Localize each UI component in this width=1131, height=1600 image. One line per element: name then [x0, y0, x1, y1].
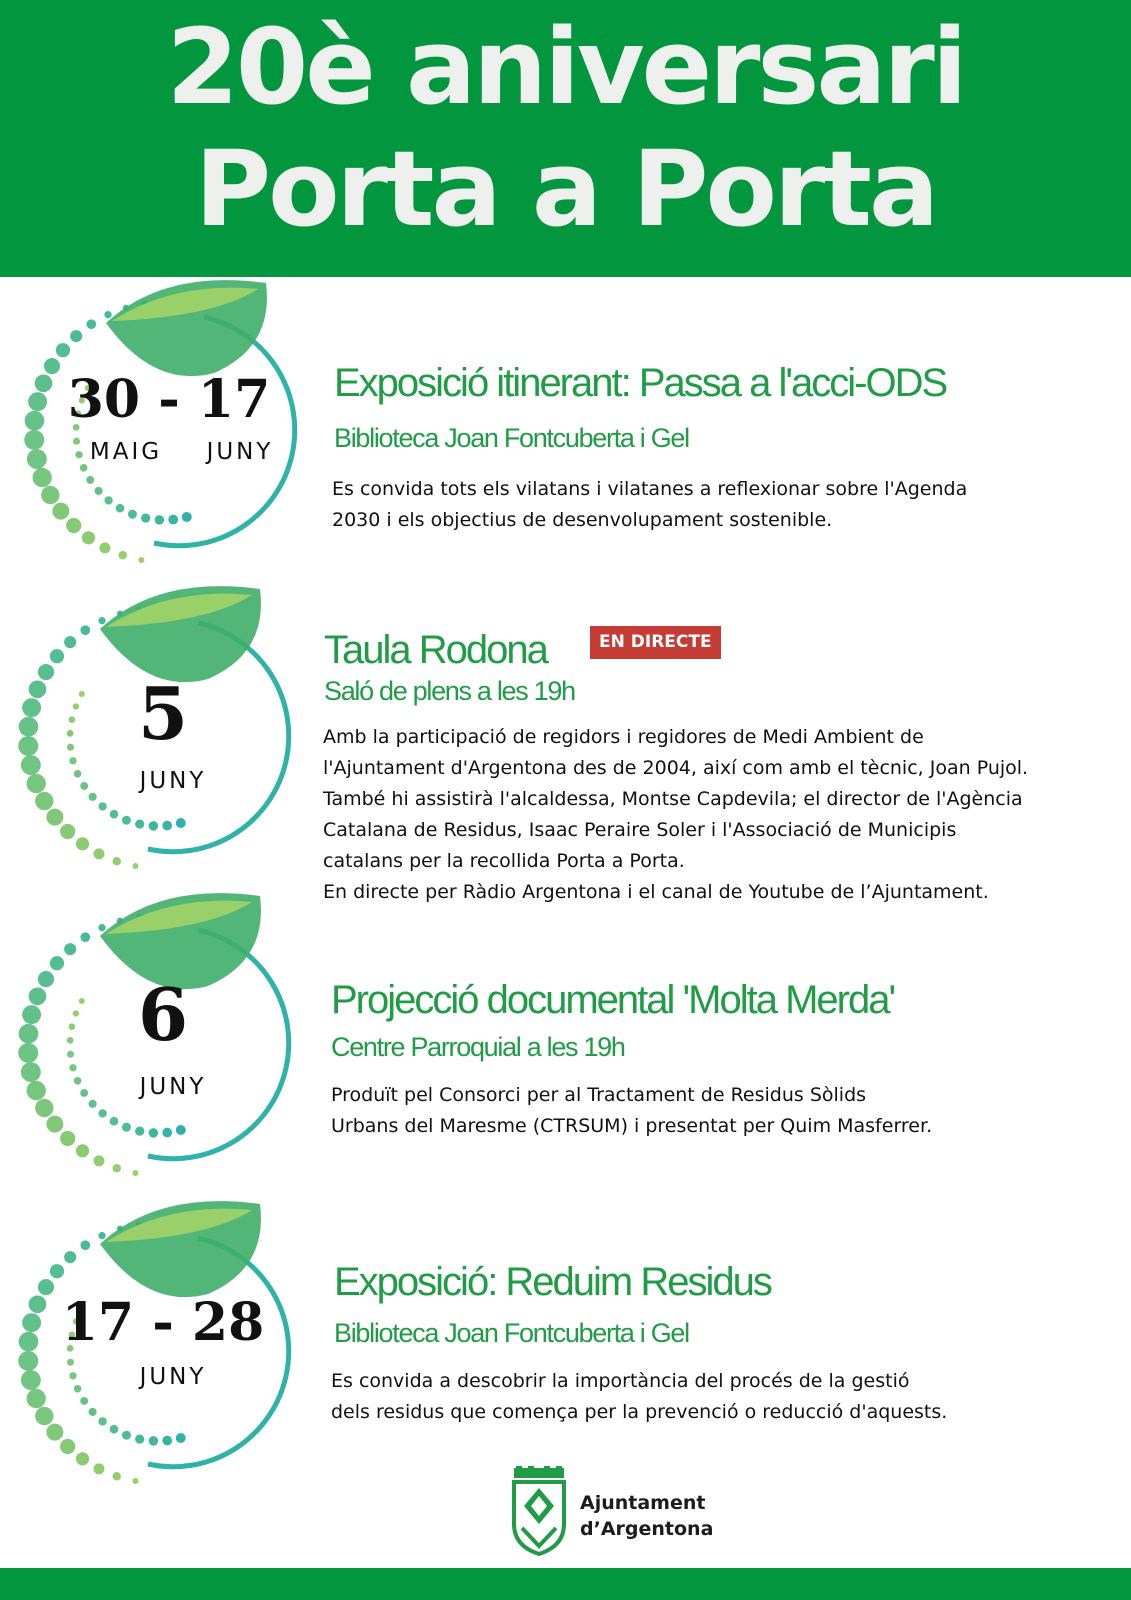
- event-date: 17 - 28: [61, 1292, 265, 1353]
- ring-dot: [74, 1385, 82, 1393]
- event-date: 5: [137, 671, 189, 756]
- ring-dot: [98, 1232, 105, 1239]
- ring-dot: [35, 374, 53, 392]
- ring-dot: [168, 515, 178, 525]
- ring-dot: [64, 943, 76, 955]
- event-date: 30 - 17: [67, 369, 271, 430]
- ring-dot: [113, 1164, 121, 1172]
- ring-dot: [64, 1251, 76, 1263]
- ring-dot: [80, 1089, 88, 1097]
- ring-dot: [50, 956, 64, 970]
- ring-dot: [76, 1452, 89, 1465]
- event-month: JUNY: [139, 1364, 207, 1390]
- event-title: Exposició itinerant: Passa a l'acci-ODS: [334, 361, 947, 405]
- ring-dot: [128, 510, 137, 519]
- ring-dot: [104, 496, 112, 504]
- date-badge: [8, 890, 308, 1190]
- event-description: Produït pel Consorci per al Tractament de Residus Sòlids Urbans del Maresme (CTRSUM) i presentat per Quim Masferrer.: [331, 1084, 933, 1137]
- ring-dot: [24, 430, 44, 450]
- ring-dot: [22, 698, 41, 717]
- ring-dot: [46, 809, 63, 826]
- ring-dot: [182, 512, 192, 522]
- event-item: [0, 890, 1131, 1190]
- ring-dot: [110, 810, 119, 819]
- ring-dot: [95, 487, 103, 495]
- event-location: Saló de plens a les 19h: [324, 676, 575, 706]
- ring-dot: [149, 1436, 158, 1445]
- ring-dot: [89, 793, 97, 801]
- ring-dot: [35, 792, 53, 810]
- event-item: [0, 277, 1131, 577]
- ring-dot: [98, 802, 106, 810]
- ring-dot: [33, 468, 52, 487]
- ring-dot: [66, 518, 81, 533]
- ring-dot: [162, 1128, 172, 1138]
- ring-dot: [176, 818, 186, 828]
- ring-dot: [29, 680, 47, 698]
- ring-dot: [135, 1434, 144, 1443]
- date-badge: [8, 1198, 308, 1498]
- ring-dot: [162, 1436, 172, 1446]
- ring-dot: [86, 476, 94, 484]
- ring-dot: [89, 1408, 97, 1416]
- ring-dot: [149, 821, 158, 830]
- ring-dot: [86, 319, 96, 329]
- ring-dot: [122, 1123, 131, 1132]
- ring-dot: [50, 1264, 64, 1278]
- event-item: [0, 580, 1131, 903]
- header-banner: [0, 0, 1131, 277]
- ring-dot: [19, 1332, 39, 1352]
- ring-dot: [21, 755, 41, 775]
- ring-dot: [29, 987, 47, 1005]
- live-badge: EN DIRECTE: [590, 626, 721, 659]
- argentona-coat-of-arms-icon: [508, 1466, 570, 1556]
- ring-dot: [46, 1116, 63, 1133]
- ring-dot: [64, 636, 76, 648]
- ring-dot: [132, 1478, 138, 1484]
- ring-dot: [21, 1062, 41, 1082]
- event-month-start: MAIG: [89, 439, 163, 465]
- ring-dot: [67, 1359, 74, 1366]
- ring-dot: [80, 1240, 90, 1250]
- ring-dot: [22, 1313, 41, 1332]
- ring-dot: [122, 1431, 131, 1440]
- ring-dot: [60, 1439, 75, 1454]
- ring-dot: [98, 924, 105, 931]
- ring-dot: [69, 1064, 76, 1071]
- event-description: Es convida tots els vilatans i vilatanes a reflexionar sobre l'Agenda 2030 i els objectius de desenvolupament sostenible.: [332, 478, 968, 531]
- date-badge: [14, 277, 314, 577]
- ring-dot: [35, 1099, 53, 1117]
- ring-dot: [56, 343, 70, 357]
- event-month: JUNY: [139, 768, 207, 794]
- ring-dot: [18, 1043, 38, 1063]
- event-date: 6: [137, 972, 189, 1057]
- ring-dot: [19, 1024, 39, 1044]
- event-title: Exposició: Reduim Residus: [334, 1260, 771, 1304]
- ring-dot: [149, 1128, 158, 1137]
- ring-dot: [135, 819, 144, 828]
- ring-dot: [94, 1463, 105, 1474]
- event-location: Biblioteca Joan Fontcuberta i Gel: [334, 423, 689, 453]
- ring-dot: [89, 1100, 97, 1108]
- ring-dot: [176, 1433, 186, 1443]
- ring-dot: [27, 774, 46, 793]
- ring-dot: [18, 736, 38, 756]
- ring-dot: [41, 486, 59, 504]
- ring-dot: [113, 857, 121, 865]
- footer-bar: [0, 1568, 1131, 1600]
- ring-dot: [98, 1417, 106, 1425]
- date-badge: [8, 583, 308, 883]
- ring-dot: [46, 1424, 63, 1441]
- ring-dot: [69, 1372, 76, 1379]
- header-title-line2: Porta a Porta: [194, 128, 937, 250]
- event-month-end: JUNY: [206, 439, 274, 465]
- header-title-line1: 20è aniversari: [166, 6, 965, 128]
- ring-dot: [80, 932, 90, 942]
- ring-dot: [176, 1125, 186, 1135]
- event-location: Centre Parroquial a les 19h: [331, 1032, 625, 1062]
- ring-dot: [25, 411, 45, 431]
- ring-dot: [19, 717, 39, 737]
- ring-dot: [60, 1131, 75, 1146]
- event-description: Es convida a descobrir la importància del procés de la gestió dels residus que comença per la prevenció o reducció d'aquests.: [331, 1370, 948, 1423]
- ring-dot: [27, 1081, 46, 1100]
- ring-dot: [132, 863, 138, 869]
- ring-dot: [27, 449, 47, 469]
- ring-dot: [18, 1351, 38, 1371]
- event-title: Taula Rodona: [324, 628, 547, 672]
- ring-dot: [74, 1077, 82, 1085]
- event-location: Biblioteca Joan Fontcuberta i Gel: [334, 1318, 689, 1348]
- ring-dot: [35, 1407, 53, 1425]
- ring-dot: [116, 504, 125, 513]
- event-description: Amb la participació de regidors i regidores de Medi Ambient de l'Ajuntament d'Argentona des de 2004, així com amb el tècnic, Joan Pujol. També hi assistirà l'alcaldessa, Montse Capdevila; el director de l'Agència Catalana de Residus, Isaac Peraire Soler i l'Associació de Municipis catalans per la recollida Porta a Porta. En directe per Ràdio Argentona i el canal de Youtube de l’Ajuntament.: [323, 726, 1029, 903]
- ring-dot: [119, 551, 127, 559]
- ring-dot: [98, 617, 105, 624]
- event-month: JUNY: [139, 1074, 207, 1100]
- ring-dot: [50, 649, 64, 663]
- ring-dot: [82, 531, 95, 544]
- ring-dot: [155, 515, 164, 524]
- ring-dot: [162, 821, 172, 831]
- ring-dot: [110, 1425, 119, 1434]
- ring-dot: [132, 1170, 138, 1176]
- ring-dot: [21, 1370, 41, 1390]
- ring-dot: [80, 625, 90, 635]
- ring-dot: [122, 816, 131, 825]
- ring-dot: [28, 392, 47, 411]
- ring-dot: [76, 1144, 89, 1157]
- ring-dot: [113, 1472, 121, 1480]
- ring-dot: [138, 557, 144, 563]
- municipality-logo: [508, 1466, 714, 1556]
- ring-dot: [70, 330, 82, 342]
- ring-dot: [74, 770, 82, 778]
- ring-dot: [110, 1117, 119, 1126]
- ring-dot: [27, 1389, 46, 1408]
- ring-dot: [98, 1109, 106, 1117]
- ring-dot: [80, 464, 88, 472]
- event-item: [0, 1198, 1131, 1498]
- ring-dot: [80, 1397, 88, 1405]
- ring-dot: [94, 1155, 105, 1166]
- ring-dot: [100, 542, 111, 553]
- ring-dot: [22, 1005, 41, 1024]
- ring-dot: [80, 782, 88, 790]
- ring-dot: [104, 311, 111, 318]
- ring-dot: [52, 503, 69, 520]
- event-title: Projecció documental 'Molta Merda': [331, 978, 895, 1022]
- ring-dot: [60, 824, 75, 839]
- ring-dot: [29, 1295, 47, 1313]
- ring-dot: [135, 1126, 144, 1135]
- ring-dot: [76, 837, 89, 850]
- ring-dot: [94, 848, 105, 859]
- ring-dot: [69, 757, 76, 764]
- municipality-name: Ajuntament d’Argentona: [580, 1492, 714, 1540]
- ring-dot: [141, 513, 150, 522]
